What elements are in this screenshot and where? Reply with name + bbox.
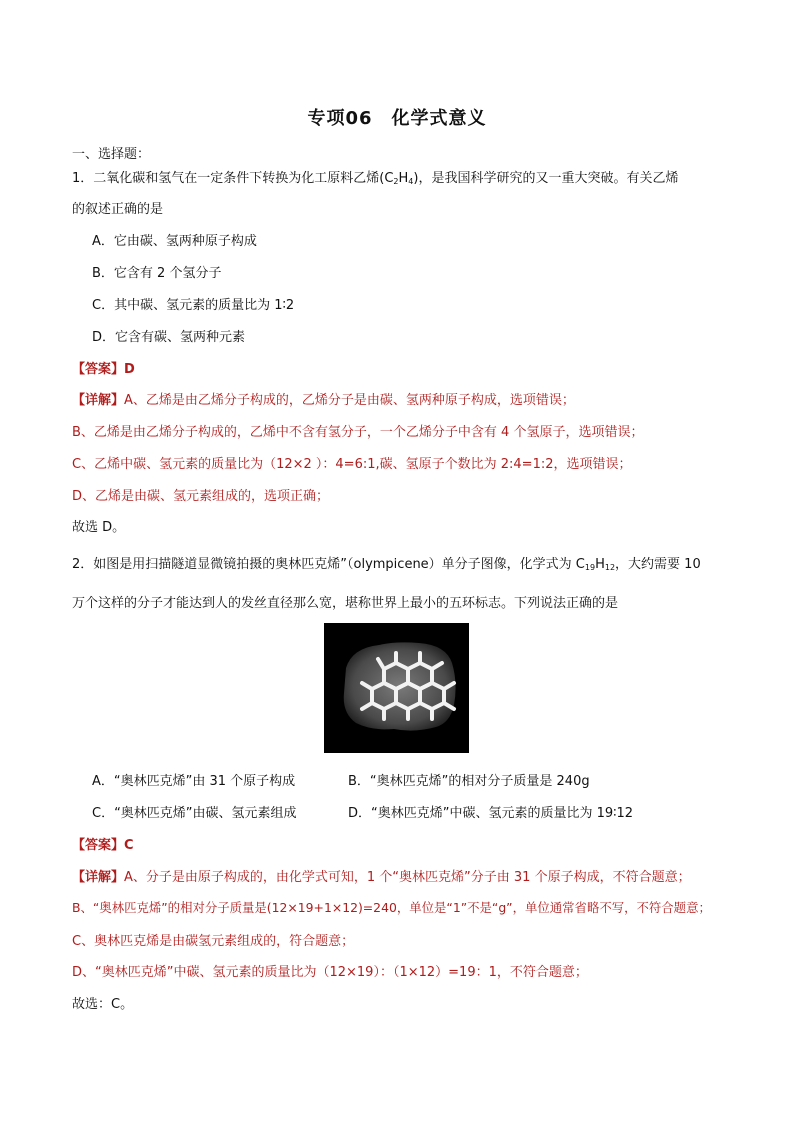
page-title: 专项06 化学式意义 — [307, 108, 487, 129]
q1-conclusion: 故选 D。 — [72, 520, 126, 535]
q1-detail-line1: 【详解】A、乙烯是由乙烯分子构成的，乙烯分子是由碳、氢两种原子构成，选项错误； — [72, 393, 575, 408]
q1-option-b: B．它含有 2 个氢分子 — [92, 266, 222, 281]
q2-conclusion: 故选：C。 — [72, 997, 134, 1012]
q2-stem-line2: 万个这样的分子才能达到人的发丝直径那么宽，堪称世界上最小的五环标志。下列说法正确的是 — [72, 596, 619, 611]
q1-detail-line2: B、乙烯是由乙烯分子构成的，乙烯中不含有氢分子，一个乙烯分子中含有 4 个氢原子，选项错误； — [72, 425, 644, 440]
olympicene-molecule-image — [324, 623, 469, 753]
q1-detail-line4: D、乙烯是由碳、氢元素组成的，选项正确； — [72, 489, 330, 504]
q2-answer: 【答案】C — [72, 838, 134, 853]
section-heading: 一、选择题： — [72, 147, 151, 162]
q1-answer: 【答案】D — [72, 362, 135, 377]
q1-option-d: D．它含有碳、氢两种元素 — [92, 330, 246, 345]
q2-detail-line3: C、奥林匹克烯是由碳氢元素组成的，符合题意； — [72, 934, 355, 949]
q1-detail-line3: C、乙烯中碳、氢元素的质量比为（12×2 ）：4=6:1,碳、氢原子个数比为 2:4=1:2，选项错误； — [72, 457, 632, 472]
q1-stem-line2: 的叙述正确的是 — [72, 202, 164, 217]
q2-option-c: C．“奥林匹克烯”由碳、氢元素组成 — [92, 806, 297, 821]
q2-option-d: D．“奥林匹克烯”中碳、氢元素的质量比为 19∶12 — [348, 806, 634, 821]
q2-detail-line4: D、“奥林匹克烯”中碳、氢元素的质量比为（12×19）：（1×12）=19：1，不符合题意； — [72, 965, 588, 980]
q1-option-c: C．其中碳、氢元素的质量比为 1∶2 — [92, 298, 295, 313]
q2-option-a: A．“奥林匹克烯”由 31 个原子构成 — [92, 774, 296, 789]
q2-option-b: B．“奥林匹克烯”的相对分子质量是 240g — [348, 774, 590, 789]
q2-detail-line1: 【详解】A、分子是由原子构成的，由化学式可知，1 个“奥林匹克烯”分子由 31 个原子构成，不符合题意； — [72, 870, 691, 885]
q1-stem-line1: 1．二氧化碳和氢气在一定条件下转换为化工原料乙烯$(C_2H_4)$，是我国科学研究的又一重大突破。有关乙烯 — [72, 171, 679, 186]
q1-option-a: A．它由碳、氢两种原子构成 — [92, 234, 257, 249]
q2-detail-line2: B、“奥林匹克烯”的相对分子质量是(12×19+1×12)=240，单位是“1”不是“g”，单位通常省略不写，不符合题意； — [72, 900, 711, 915]
q2-stem-line1: 2．如图是用扫描隧道显微镜拍摄的奥林匹克烯”（olympicene）单分子图像，化学式为 $C_{19}H_{12}$，大约需要 10 — [72, 557, 701, 572]
